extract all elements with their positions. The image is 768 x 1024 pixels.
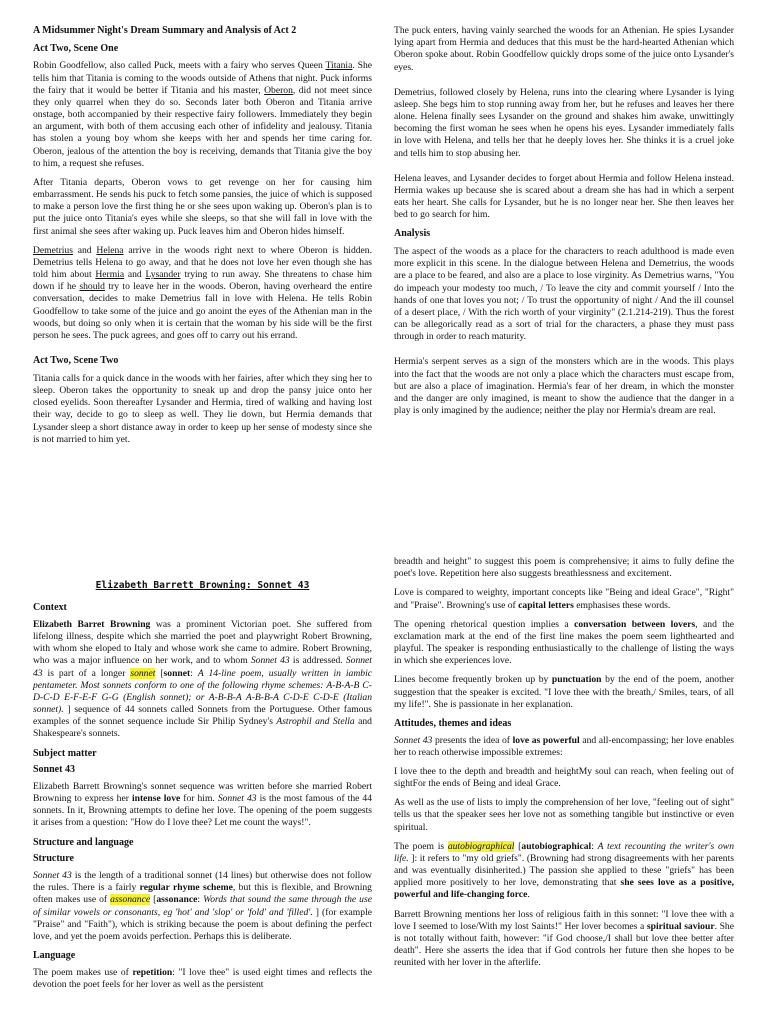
paragraph: Lines become frequently broken up by punctuation by the end of the poem, another suggestion that the speaker is excited. "I love thee with the breath,/ Smiles, tears, of all my life!". She is passionate in her explanation. [394,674,734,710]
scene1-heading: Act Two, Scene One [33,42,119,54]
paragraph: Sonnet 43 is the length of a traditional sonnet (14 lines) but otherwise does not follow the rules. There is a fairly regular rhyme scheme, but this is flexible, and Browning often makes use of assonance [assonance: Words that sound the same through the use of similar vowels or consonants, eg 'hot' and 'slop' or 'fold' and 'filled'. ] (for example "Praise" and "Faith"), which is striking because the poem is about defining the perfect love, and yet the poem avoids perfection. Perhaps this is deliberate. [33,870,372,942]
paragraph: Love is compared to weighty, important concepts like "Being and ideal Grace", "Right" and "Praise". Browning's use of capital letters emphasises these words. [394,587,734,611]
paragraph: Robin Goodfellow, also called Puck, meets with a fairy who serves Queen Titania. She tells him that Titania is coming to the woods outside of Athens that night. Puck informs the fairy that it would be better if Titania and his master, Oberon, did not meet since they only quarrel when they do so. Seconds later both Oberon and Titania arrive onstage, both accompanied by their respective fairy followers. Immediately they begin an argument, with both of them accusing each other of infidelity and jealousy. Titania has stolen a young boy whom she keeps with her and spends her time caring for. Oberon, jealous of the attention the boy is receiving, demands that Titania give the boy to him, a request she refuses. [33,60,372,169]
context-heading: Context [33,602,67,614]
structure-language-heading: Structure and language [33,836,134,848]
paragraph: The puck enters, having vainly searched the woods for an Athenian. He spies Lysander lying apart from Hermia and deduces that this must be the hard-hearted Athenian which Oberon spoke about. Robin Goodfellow quickly drops some of the juice onto Lysander's eyes. [394,25,734,73]
subject-heading: Subject matter [33,747,97,759]
scene2-heading: Act Two, Scene Two [33,355,119,367]
paragraph: Sonnet 43 presents the idea of love as powerful and all-encompassing; her love enables her to reach otherwise impossible extremes: [394,734,735,758]
page1-right-column [394,25,734,424]
quote: I love thee to the depth and breadth and heightMy soul can reach, when feeling out of sightFor the ends of Being and ideal Grace. [394,765,734,790]
analysis-heading: Analysis [394,228,431,240]
paragraph: After Titania departs, Oberon vows to get revenge on her for causing him embarrassment. He sends his puck to fetch some pansies, the juice of which is supposed to make a person love the first thing he or she sees upon waking up. Oberon's plan is to put the juice onto Titania's eyes while she sleeps, so that she will fall in love with the first animal she sees after waking up. Puck leaves him and Oberon hides himself. [33,176,372,237]
structure-heading: Structure [33,853,74,865]
paragraph: The aspect of the woods as a place for the characters to reach adulthood is made even more explicit in this scene. In the dialogue between Helena and Demetrius, the woods are a place to be feared, and also are a place to lose virginity. As Demetrius warns, "You do impeach your modesty too much, / To leave the city and commit yourself / Into the hands of one that loves you not; / To trust the opportunity of night / And the ill counsel of a desert place, / With the rich worth of your virginity" (2.1.214-219). Thus the forest can be allegorically read as a sort of trial for the characters, a phase they must pass through in order to reach maturity. [394,246,734,343]
attitudes-heading: Attitudes, themes and ideas [394,717,512,729]
page2-right-column [394,556,734,977]
paragraph: The poem makes use of repetition: "I love thee" is used eight times and reflects the devotion the poet feels for her lover as well as the persistent [33,966,372,990]
paragraph: Helena leaves, and Lysander decides to forget about Hermia and follow Helena instead. Hermia wakes up because she is scared about a dream she has had in which a serpent eats her heart. She calls for Lysander, but he is no longer near her. She then leaves her bed to go search for him. [394,172,734,221]
page1-title: A Midsummer Night's Dream Summary and Analysis of Act 2 [33,25,297,36]
paragraph: Demetrius, followed closely by Helena, runs into the clearing where Lysander is lying asleep. She begs him to stop running away from her, but he refuses and leaves her there alone. Helena finally sees Lysander on the ground and shakes him awake, unwittingly becoming the first woman he sees when he opens his eyes. Lysander immediately falls in love with Helena, and tells her that he deeply loves her. She thinks it is a cruel joke and tells him to stop abusing her. [394,86,734,159]
page2-left-column [33,580,372,998]
paragraph: breadth and height" to suggest this poem is comprehensive; it aims to fully define the poet's love. Repetition here also suggests breathlessness and excitement. [394,556,734,580]
paragraph: Elizabeth Barret Browning was a prominent Victorian poet. She suffered from lifelong illness, despite which she married the poet and playwright Robert Browning, with whom she eloped to Italy and whose work she came to admire. Robert Browning, who was a major influence on her work, and to whom Sonnet 43 is addressed. Sonnet 43 is part of a longer sonnet [sonnet: A 14-line poem, usually written in iambic pentameter. Most sonnets conform to one of the following rhyme schemes: A-B-A-B C-D-C-D E-F-E-F G-G (English sonnet); or A-B-B-A A-B-B-A C-D-E C-D-E (Italian sonnet). ] sequence of 44 sonnets called Sonnets from the Portuguese. Other famous examples of the sonnet sequence include Sir Philip Sydney's Astrophil and Stella and Shakespeare's sonnets. [33,618,373,740]
paragraph: The opening rhetorical question implies a conversation between lovers, and the exclamation mark at the end of the first line makes the poem seem lighthearted and playful. The speaker is responding enthusiastically to the challenge of listing the ways in which she experiences love. [394,618,734,667]
sonnet43-heading: Sonnet 43 [33,764,75,776]
paragraph: The poem is autobiographical [autobiographical: A text recounting the writer's own life. ]: it refers to "my old griefs". (Browning had strong disagreements with her parents and was eventually disinherited.) The passion she applied to these "griefs" has been applied more positively to her love, demonstrating that she sees love as a positive, powerful and life-changing force. [394,840,734,901]
language-heading: Language [33,950,76,962]
paragraph: Titania calls for a quick dance in the woods with her fairies, after which they sing her to sleep. Oberon takes the opportunity to sneak up and drop the pansy juice onto her closed eyelids. Soon thereafter Lysander and Hermia, tired of walking and having lost their way, decide to go to sleep as well. They lie down, but Hermia demands that Lysander sleep a short distance away in order to keep up her sense of modesty since she is not married to him yet. [33,372,372,445]
page1-left-column [33,25,372,453]
paragraph: Elizabeth Barrett Browning's sonnet sequence was written before she married Robert Browning to express her intense love for him. Sonnet 43 is the most famous of the 44 sonnets. In it, Browning attempts to define her love. The opening of the poem suggests it arises from a question: "How do I love thee? Let me count the ways!". [33,780,373,829]
page2-title: Elizabeth Barrett Browning: Sonnet 43 [95,580,310,591]
paragraph: Hermia's serpent serves as a sign of the monsters which are in the woods. This plays into the fact that the woods are not only a place which the characters must escape from, but are also a place of imagination. Hermia's fear of her dream, in which the monster and the danger are only imagined, is meant to show the audience that the danger in a play is only imagined by the audience; neither the play nor Hermia's dream are real. [394,356,734,417]
paragraph: Barrett Browning mentions her loss of religious faith in this sonnet: "I love thee with a love I seemed to lose/With my lost Saints!" Her lover becomes a spiritual saviour. She is not totally without faith, however: "if God choose,/I shall but love thee better after death". Here she asserts the idea that if God controls her future then she hopes to be reunited with her lover in the afterlife. [394,908,734,969]
paragraph: As well as the use of lists to imply the comprehension of her love, "feeling out of sight" tells us that the speaker sees her love not as something tangible but instinctive or even spiritual. [394,797,734,833]
paragraph: Demetrius and Helena arrive in the woods right next to where Oberon is hidden. Demetrius tells Helena to go away, and that he does not love her even though she has told him about Hermia and Lysander trying to run away. She threatens to chase him down if he should try to leave her in the woods. Oberon, having overheard the entire conversation, decides to make Demetrius fall in love with Helena. He tells Robin Goodfellow to take some of the juice and go anoint the eyes of the Athenian man in the woods, but doing so only when it is certain that the woman by his side will be the first person he sees. The puck agrees, and goes off to carry out his errand. [33,244,373,341]
